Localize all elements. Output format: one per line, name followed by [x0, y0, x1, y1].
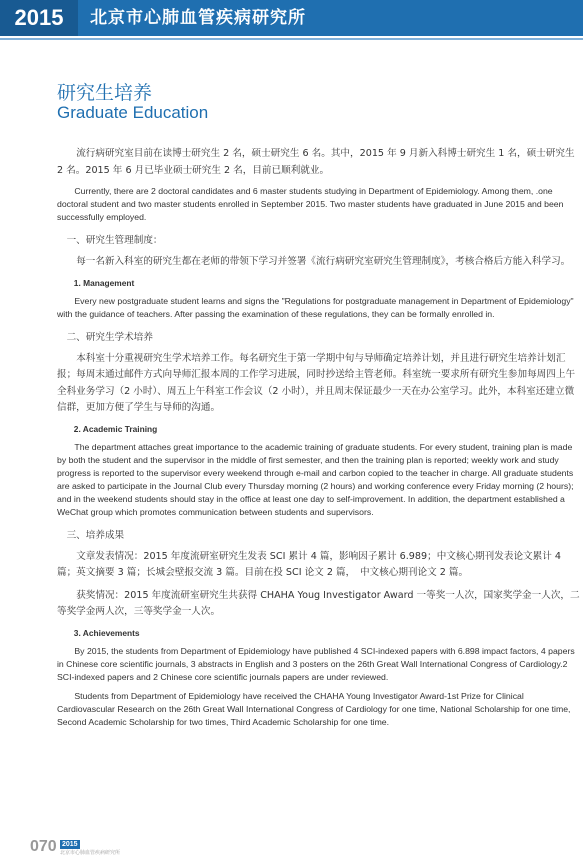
intro-paragraph-en: Currently, there are 2 doctoral candidates and 6 master students studying in Department of Epidemiology. Among them, .one doctoral student and two master students enrolled in September 2015. Two master students have graduated in June 2015 and been successfully employed. [57, 186, 564, 222]
management-paragraph-en: Every new postgraduate student learns and signs the "Regulations for postgraduate management in Department of Epidemiology" with the guidance of teachers. After passing the examination of these regulations, they can be formally enrolled in. [57, 295, 574, 319]
section-title-en: Graduate Education [57, 103, 209, 122]
section-title-cn: 研究生培养 [57, 82, 153, 104]
awards-paragraph-en: Students from Department of Epidemiology have received the CHAHA Young Investigator Award-1st Prize for Clinical Cardiovascular Research on the 26th Great Wall International Congress of Cardiology for one time, National Scholarship for one time, Second Academic Scholarship for two times, Third Academic Scholarship for one time. [57, 690, 571, 727]
header-title: 北京市心肺血管疾病研究所 [90, 8, 306, 28]
publications-paragraph-cn: 文章发表情况：2015 年度流研室研究生发表 SCI 累计 4 篇，影响因子累计 6.989；中文核心期刊发表论文累计 4 篇；英文摘要 3 篇；长城会壁报交流 3 篇。目前在投 SCI 论文 2 篇， 中文核心期刊论文 2 篇。 [57, 550, 561, 578]
page-number: 070 [30, 838, 57, 855]
footer-year: 2015 [62, 841, 78, 848]
management-heading-cn: 一、研究生管理制度： [66, 235, 163, 246]
training-paragraph-cn: 本科室十分重视研究生学术培养工作。每名研究生于第一学期中旬与导师确定培养计划，并且进行研究生培养计划汇报；每周末通过邮件方式向导师汇报本周的工作学习进展，同时抄送给主管老师。科室统一要求所有研究生参加每周四上午全科业务学习（2 小时）、周五上午科室工作会议（2 小时），并且周末保证最少一天在办公室学习。此外，本科室还建立微信群，更加方便了学生与导师的沟通。 [57, 352, 576, 413]
header-divider [0, 38, 583, 40]
achievements-heading-en: 3. Achievements [73, 627, 140, 638]
training-heading-cn: 二、研究生学术培养 [66, 331, 153, 343]
training-heading-en: 2. Academic Training [73, 423, 158, 434]
publications-paragraph-en: By 2015, the students from Department of Epidemiology have published 4 SCI-indexed papers with 6.898 impact factors, 4 papers in Chinese core scientific journals, 3 abstracts in English and 3 posters on the 26th Great Wall International Congress of Cardiology.2 SCI-indexed papers and 2 Chinese core scientific journals papers are under reviewed. [57, 645, 575, 682]
footer-subtitle: 北京市心肺血管疾病研究所 [60, 850, 121, 856]
awards-paragraph-cn: 获奖情况：2015 年度流研室研究生共获得 CHAHA Youg Investigator Award 一等奖一人次，国家奖学金一人次，二等奖学金两人次，三等奖学金一人次。 [57, 589, 580, 617]
achievements-heading-cn: 三、培养成果 [66, 529, 125, 541]
page-header [0, 0, 583, 36]
header-year: 2015 [0, 0, 78, 36]
training-paragraph-en: The department attaches great importance to the academic training of graduate students. For every student, training plan is made by both the student and the supervisor in the middle of first semester, and then the training plan is reported; weekly work and study progress is reported to the supervisor every weekend through e-mail and carbon copied to the teacher in charge. All graduate students are asked to participate in the Journal Club every Thursday morning (2 hours) and working conference every Friday morning (2 hours); and in the weekend students should stay in the office at least one day to self-improvement. In addition, the department established a WeChat group which promotes communication between students and supervisors. [57, 441, 574, 517]
management-heading-en: 1. Management [73, 277, 135, 288]
article-body [57, 146, 581, 729]
intro-paragraph-cn: 流行病研究室目前在读博士研究生 2 名，硕士研究生 6 名。其中，2015 年 9 月新入科博士研究生 1 名，硕士研究生 2 名。2015 年 6 月已毕业硕士研究生 2 名，目前已顺利就业。 [57, 148, 575, 176]
management-paragraph-cn: 每一名新入科室的研究生都在老师的带领下学习并签署《流行病研究室研究生管理制度》，考核合格后方能入科学习。 [76, 256, 571, 267]
